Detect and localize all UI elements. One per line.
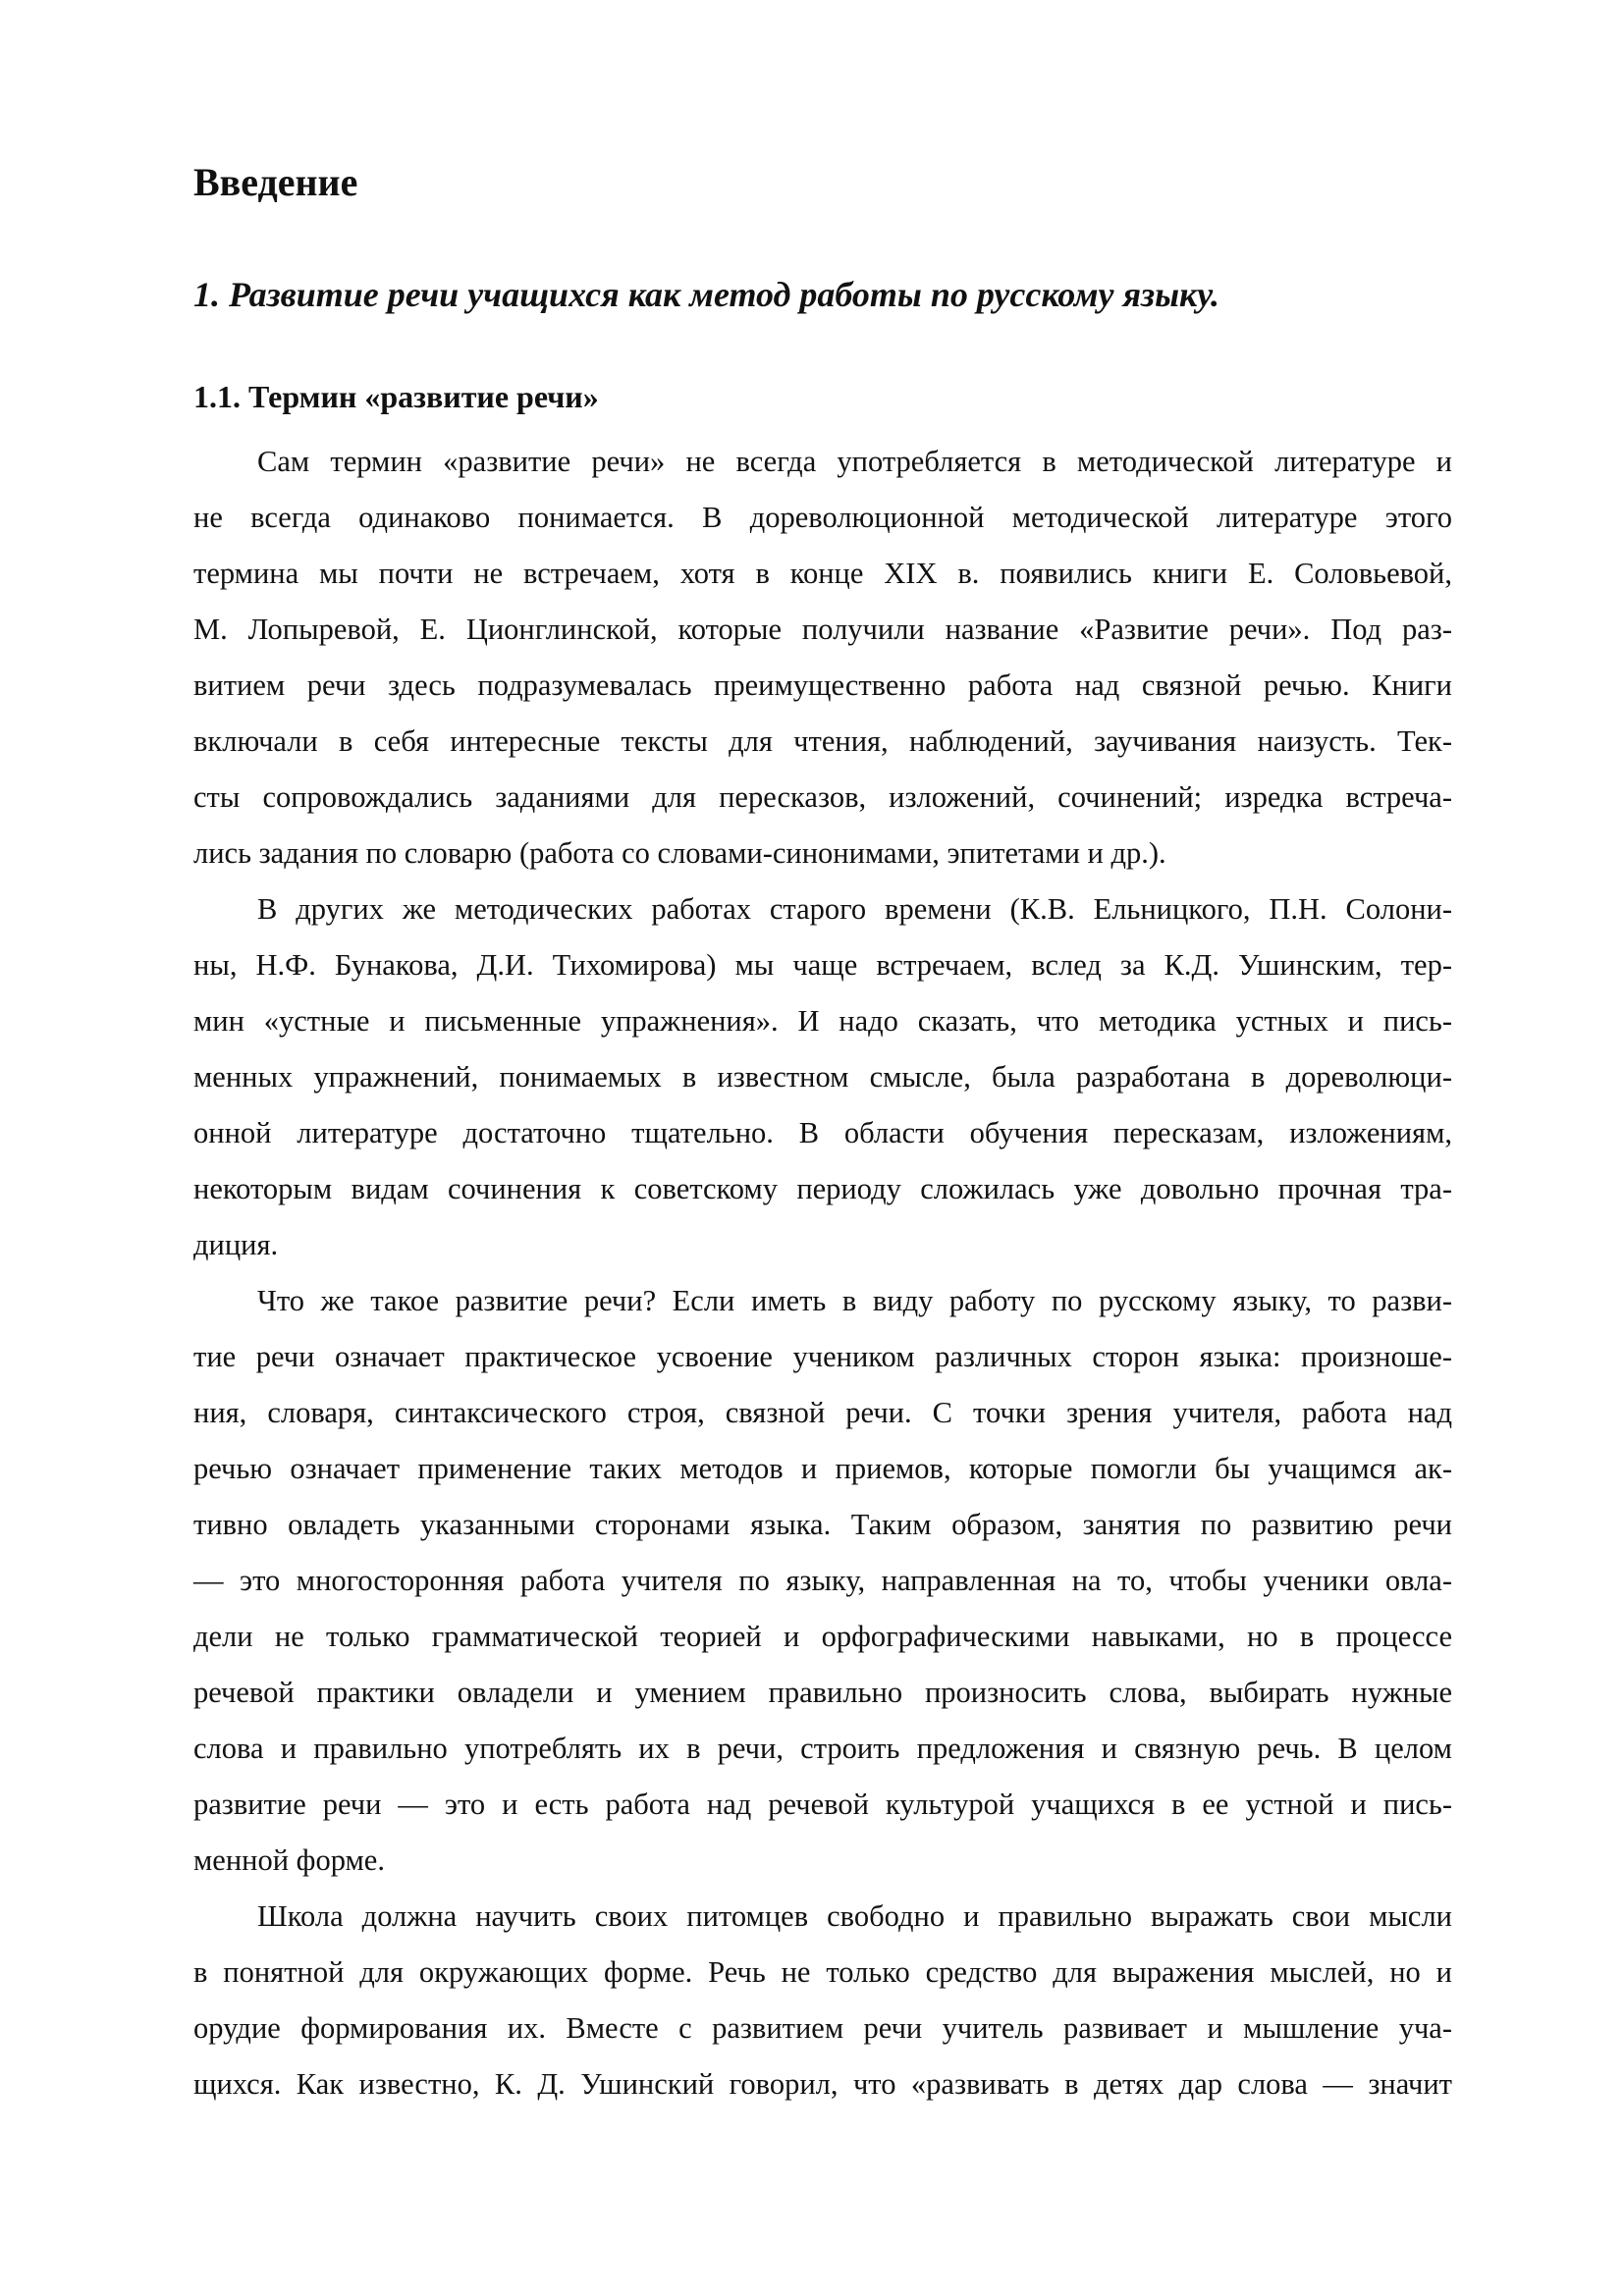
paragraph-1: [193, 434, 1452, 881]
text-line: мин «устные и письменные упражнения». И надо сказать, что методика устных и пись-: [193, 1004, 1452, 1038]
text-line: ны, Н.Ф. Бунакова, Д.И. Тихомирова) мы чаще встречаем, вслед за К.Д. Ушинским, тер-: [193, 948, 1452, 982]
text-line: речевой практики овладели и умением правильно произносить слова, выбирать нужные: [193, 1676, 1452, 1709]
paragraph-3: [193, 1273, 1452, 1889]
paragraph-4: [193, 1889, 1452, 2112]
paragraph-2: [193, 881, 1452, 1273]
text-line: сты сопровождались заданиями для пересказов, изложений, сочинений; изредка встреча-: [193, 780, 1452, 814]
text-line: включали в себя интересные тексты для чтения, наблюдений, заучивания наизусть. Тек-: [193, 724, 1452, 758]
text-line: диция.: [193, 1228, 279, 1261]
text-line: дели не только грамматической теорией и орфографическими навыками, но в процессе: [193, 1620, 1452, 1653]
text-line: менной форме.: [193, 1843, 385, 1877]
text-line: тие речи означает практическое усвоение учеником различных сторон языка: произноше-: [193, 1340, 1452, 1373]
text-line: Что же такое развитие речи? Если иметь в виду работу по русскому языку, то разви-: [257, 1284, 1452, 1317]
heading-chapter-1: 1. Развитие речи учащихся как метод работы по русскому языку.: [193, 275, 1220, 314]
text-line: ния, словаря, синтаксического строя, связной речи. С точки зрения учителя, работа над: [193, 1396, 1452, 1429]
text-line: менных упражнений, понимаемых в известном смысле, была разработана в дореволюци-: [193, 1060, 1452, 1094]
text-line: орудие формирования их. Вместе с развитием речи учитель развивает и мышление уча-: [193, 2011, 1452, 2045]
text-line: онной литературе достаточно тщательно. В области обучения пересказам, изложениям,: [193, 1116, 1452, 1149]
text-line: некоторым видам сочинения к советскому периоду сложилась уже довольно прочная тра-: [193, 1172, 1452, 1205]
document-page: [193, 147, 1452, 2112]
heading-section-1-1: 1.1. Термин «развитие речи»: [193, 379, 599, 414]
text-line: развитие речи — это и есть работа над речевой культурой учащихся в ее устной и пись-: [193, 1788, 1452, 1821]
heading-introduction: Введение: [193, 160, 358, 204]
text-line: Школа должна научить своих питомцев свободно и правильно выражать свои мысли: [257, 1899, 1452, 1933]
text-line: В других же методических работах старого времени (К.В. Ельницкого, П.Н. Солони-: [257, 892, 1452, 926]
text-line: термина мы почти не встречаем, хотя в конце XIX в. появились книги Е. Соловьевой,: [193, 557, 1452, 590]
text-line: витием речи здесь подразумевалась преимущественно работа над связной речью. Книги: [193, 668, 1452, 702]
text-line: Сам термин «развитие речи» не всегда употребляется в методической литературе и: [257, 445, 1452, 478]
text-line: тивно овладеть указанными сторонами языка. Таким образом, занятия по развитию речи: [193, 1508, 1452, 1541]
text-line: М. Лопыревой, Е. Ционглинской, которые получили название «Развитие речи». Под раз-: [193, 613, 1452, 646]
text-line: слова и правильно употреблять их в речи, строить предложения и связную речь. В целом: [193, 1732, 1452, 1765]
text-line: речью означает применение таких методов и приемов, которые помогли бы учащимся ак-: [193, 1452, 1452, 1485]
text-line: лись задания по словарю (работа со словами-синонимами, эпитетами и др.).: [193, 836, 1166, 870]
body-text: [193, 434, 1452, 2112]
text-line: не всегда одинаково понимается. В дореволюционной методической литературе этого: [193, 501, 1452, 534]
text-line: щихся. Как известно, К. Д. Ушинский говорил, что «развивать в детях дар слова — значит: [193, 2067, 1452, 2101]
text-line: — это многосторонняя работа учителя по языку, направленная на то, чтобы ученики овла-: [193, 1564, 1452, 1597]
text-line: в понятной для окружающих форме. Речь не только средство для выражения мыслей, но и: [193, 1955, 1452, 1989]
